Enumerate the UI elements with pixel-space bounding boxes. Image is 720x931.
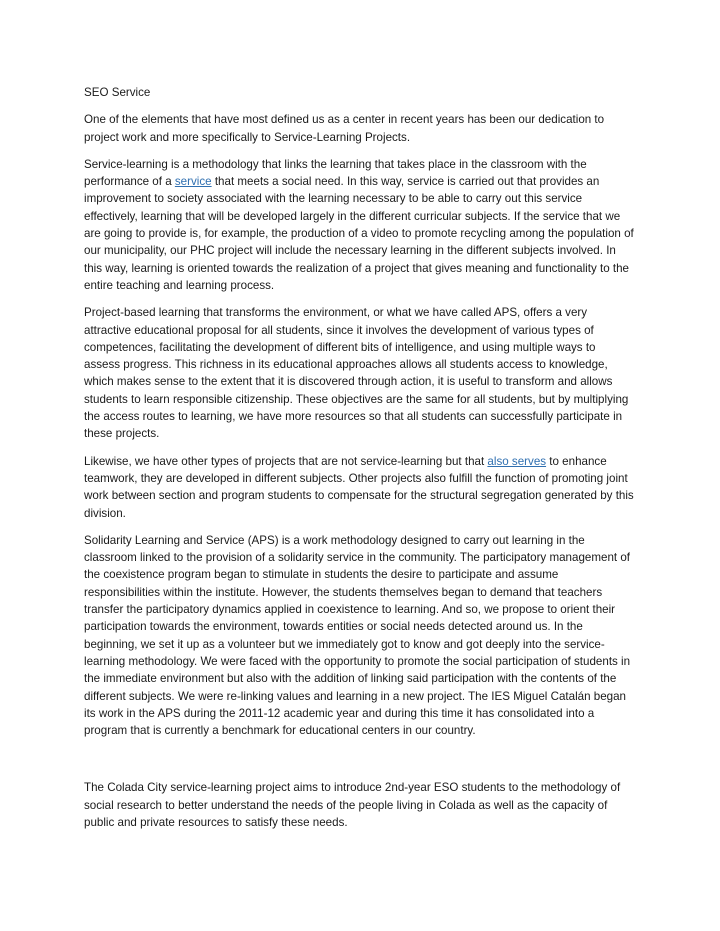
service-link[interactable]: service: [174, 175, 212, 189]
document-title: SEO Service: [84, 86, 151, 99]
paragraph-service-learning: [84, 156, 634, 294]
paragraph-text: Service-learning is a methodology that links the learning that takes place in the classroom with the performance of a: [84, 157, 587, 189]
paragraph-solidarity-learning: Solidarity Learning and Service (APS) is a work methodology designed to carry out learning in the classroom linked to the provision of a solidarity service in the community. The participatory management of the coexistence program began to stimulate in students the desire to participate and assume responsibilities within the institute. However, the students themselves began to demand that teachers transfer the participatory dynamics applied in coexistence to learning. And so, we propose to orient their participation towards the environment, towards entities or social needs detected around us. In the beginning, we set it up as a volunteer but we immediately got to know and got deeply into the service-learning methodology. We were faced with the opportunity to promote the social participation of students in the immediate environment but also with the addition of linking said participation with the contents of the different subjects. We were re-linking values and learning in a new project. The IES Miguel Catalán began its work in the APS during the 2011-12 academic year and during this time it has consolidated into a program that is currently a benchmark for educational centers in our country.: [84, 533, 631, 738]
paragraph-text: Likewise, we have other types of projects that are not service-learning but that: [84, 454, 488, 468]
paragraph-other-projects: [84, 453, 634, 522]
paragraph-colada-city: The Colada City service-learning project aims to introduce 2nd-year ESO students to the methodology of social research to better understand the needs of the people living in Colada as well as the capacity of public and private resources to satisfy these needs.: [84, 781, 621, 829]
also-serves-link[interactable]: also serves: [487, 454, 547, 468]
paragraph-project-based: Project-based learning that transforms the environment, or what we have called APS, offers a very attractive educational proposal for all students, since it involves the development of various types of competences, facilitating the development of different bits of intelligence, and using multiple ways to assess progress. This richness in its educational approaches allows all students access to knowledge, which makes sense to the extent that it is discovered through action, it is useful to transform and allows students to learn responsible citizenship. These objectives are the same for all students, but by multiplying the access routes to learning, we have more resources so that all students can successfully participate in these projects.: [84, 306, 629, 441]
paragraph-intro: One of the elements that have most defined us as a center in recent years has been our dedication to project work and more specifically to Service-Learning Projects.: [84, 113, 605, 144]
paragraph-text: to enhance teamwork, they are developed in different subjects. Other projects also fulfill the function of promoting joint work between section and program students to compensate for the structural segregation generated by this division.: [84, 454, 634, 520]
paragraph-text: that meets a social need. In this way, service is carried out that provides an improvement to society associated with the learning necessary to be able to carry out this service effectively, learning that will be developed largely in the different curricular subjects. If the service that we are going to provide is, for example, the production of a video to promote recycling among the population of our municipality, our PHC project will include the necessary learning in the different subjects involved. In this way, learning is oriented towards the realization of a project that gives meaning and functionality to the entire teaching and learning process.: [84, 175, 634, 292]
